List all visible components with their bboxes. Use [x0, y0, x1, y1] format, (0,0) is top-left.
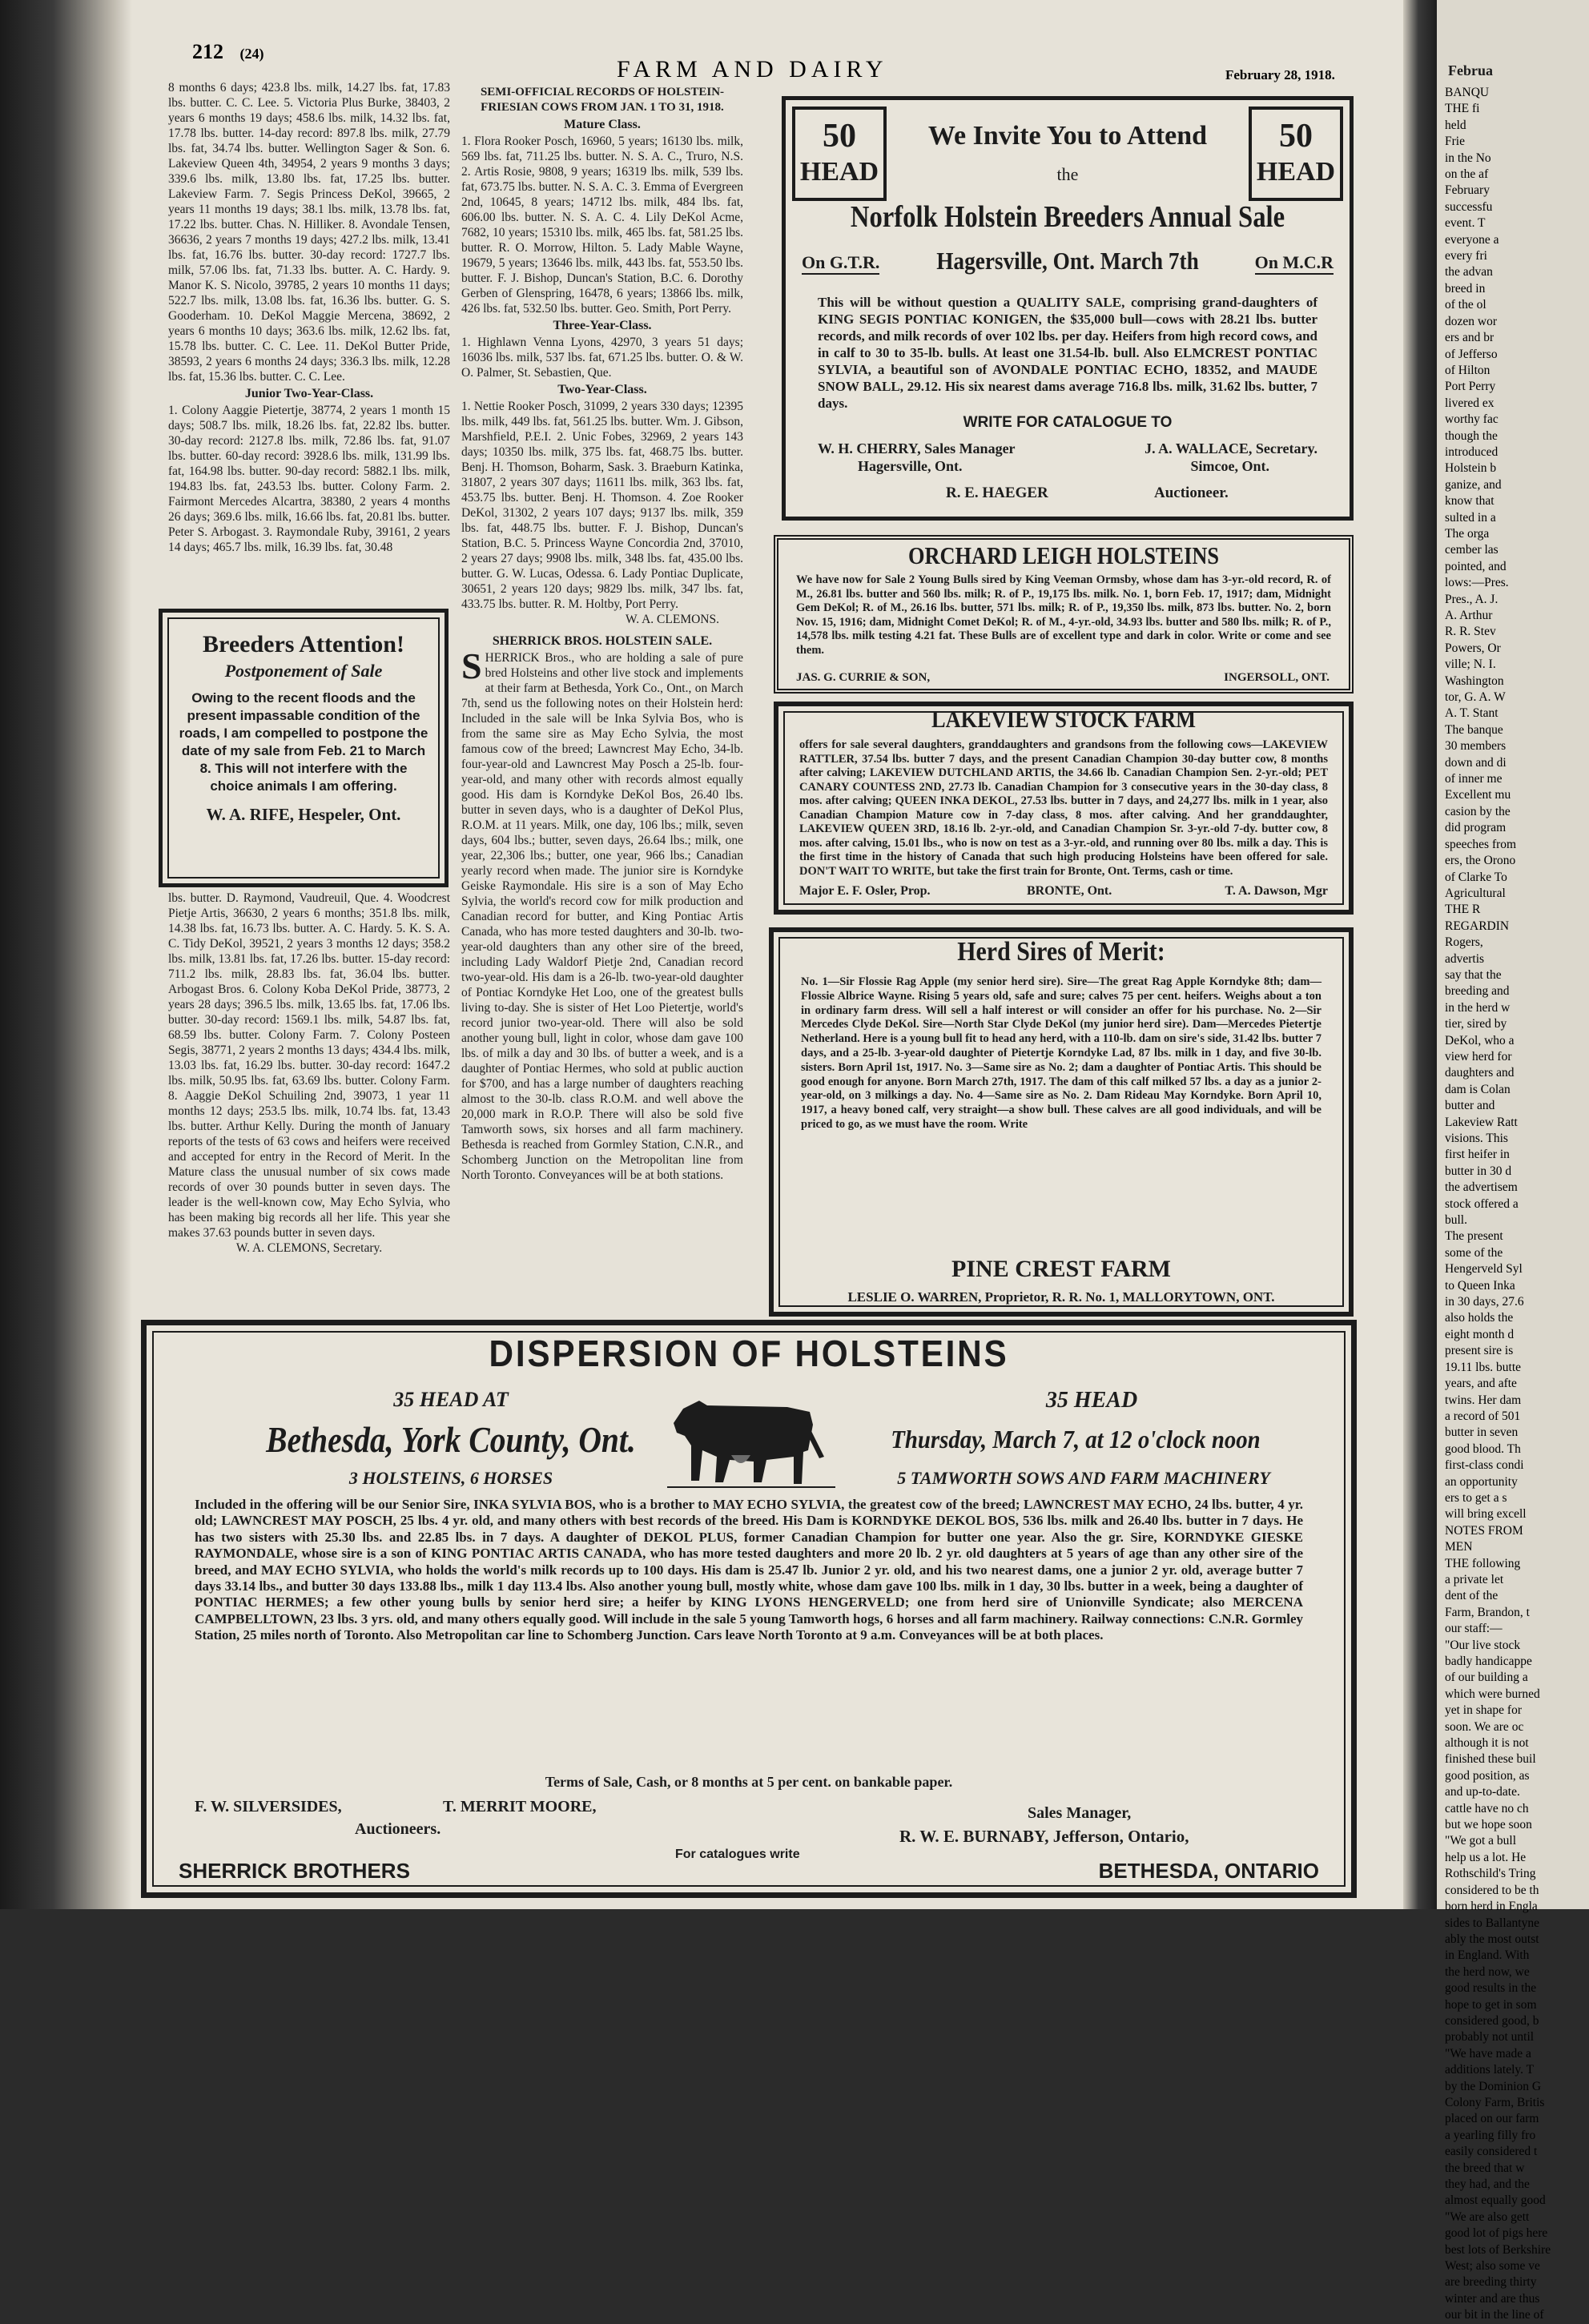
orchard-town: INGERSOLL, ONT.	[1224, 671, 1330, 684]
facing-page-line: Colony Farm, Britis	[1445, 2095, 1545, 2109]
norfolk-title: Norfolk Holstein Breeders Annual Sale	[850, 200, 1285, 234]
cow-illustration	[667, 1377, 835, 1497]
breeders-body: Owing to the recent floods and the present impassable condition of the roads, I am compelled to postpone the date of my sale from Feb. 21 to March 8. This will not interfere with the choice animals I am offering.	[179, 690, 428, 794]
lakeview-title: LAKEVIEW STOCK FARM	[931, 706, 1197, 733]
facing-page-line: A. T. Stant	[1445, 706, 1498, 721]
facing-page-line: ably the most outst	[1445, 1932, 1539, 1946]
facing-page-line: of Hilton	[1445, 363, 1490, 377]
facing-page-line: "We have made a	[1445, 2046, 1531, 2061]
facing-page-header: Februa	[1448, 62, 1493, 78]
facing-page-line: in 30 days, 27.6	[1445, 1295, 1524, 1309]
facing-page-line: Rogers,	[1445, 935, 1483, 950]
facing-page-line: BANQU	[1445, 86, 1490, 99]
sale-date: Thursday, March 7, at 12 o'clock noon	[891, 1425, 1261, 1454]
facing-page-line: NOTES FROM	[1445, 1523, 1523, 1538]
semi-official-heading: SEMI-OFFICIAL RECORDS OF HOLSTEIN-FRIESIAN COWS FROM JAN. 1 TO 31, 1918.	[480, 86, 725, 114]
two-year-heading: Two-Year-Class.	[557, 383, 647, 396]
facing-page-line: of our building a	[1445, 1671, 1528, 1685]
facing-page-line: down and di	[1445, 755, 1507, 770]
sherrick-brothers: SHERRICK BROTHERS	[179, 1859, 410, 1883]
left-badge-word: HEAD	[799, 157, 879, 187]
norfolk-body: This will be without question a QUALITY SALE, comprising grand-daughters of KING SEGIS PONTIAC KONIGEN, the $35,000 bull—cows with 28.21 lbs. butter records, and milk records of over 102 lbs. per day. Heifers from high record cows, and in calf to 30 to 35-lb. bulls. At least one 31.54-lb. bull. Also ELMCREST PONTIAC SYLVIA, a beautiful son of AVONDALE PONTIAC ECHO, 18352, and MAUDE SNOW BALL, 29.12. His six nearest dams average 716.8 lbs. milk, 31.62 lbs. butter, 7 days.	[818, 295, 1317, 411]
mature-text: 1. Flora Rooker Posch, 16960, 5 years; 16130 lbs. milk, 569 lbs. fat, 711.25 lbs. butter. N. S. A. C., Truro, N.S. 2. Artis Rosie, 9808, 9 years; 16319 lbs. milk, 539 lbs. fat, 673.75 lbs. butter. N. S. A. C. 3. Emma of Evergreen 2nd, 10645, 8 years; 14712 lbs. milk, 484 lbs. fat, 606.00 lbs. butter. N. S. A. C. 4. Lily DeKol Acme, 7682, 10 years; 15310 lbs. milk, 465 lbs. fat, 581.25 lbs. butter. R. O. Morrow, Hilton. 5. Lady Mable Wayne, 19679, 5 years; 13646 lbs. milk, 443 lbs. fat, 553.50 lbs. butter. F. J. Bishop, Duncan's Station, B.C. 6. Dorothy Gerben of Glenspring, 16478, 6 years; 13866 lbs. milk, 426 lbs. fat, 532.50 lbs. butter. Geo. Smith, Port Perry.	[461, 135, 743, 316]
facing-page-line: of the ol	[1445, 298, 1486, 312]
facing-page-line: will bring excell	[1445, 1507, 1527, 1522]
sales-manager: R. W. E. BURNABY, Jefferson, Ontario,	[899, 1827, 1189, 1846]
facing-page-line: THE R	[1445, 903, 1481, 917]
column-1-top	[168, 80, 450, 555]
left-subtitle: 3 HOLSTEINS, 6 HORSES	[348, 1468, 553, 1488]
facing-page-line: 30 members	[1445, 739, 1507, 754]
facing-page-line: and up-to-date.	[1445, 1785, 1520, 1799]
facing-page-line: first-class condi	[1445, 1458, 1524, 1473]
lakeview-town: BRONTE, Ont.	[1027, 884, 1112, 898]
facing-page-line: livered ex	[1445, 396, 1494, 410]
auctioneer-moore: T. MERRIT MOORE,	[443, 1798, 597, 1815]
facing-page-line: dam is Colan	[1445, 1082, 1511, 1096]
facing-page-line: Farm, Brandon, t	[1445, 1605, 1530, 1619]
facing-page-line: "We are also gett	[1445, 2209, 1530, 2224]
facing-page-line: on the af	[1445, 167, 1489, 182]
facing-page-line: good position, as	[1445, 1768, 1530, 1783]
facing-page-line: twins. Her dam	[1445, 1393, 1522, 1407]
facing-page-line: The orga	[1445, 526, 1490, 541]
auctioneer-silversides: F. W. SILVERSIDES,	[195, 1798, 342, 1815]
wallace-name: J. A. WALLACE, Secretary.	[1144, 440, 1317, 456]
facing-page-line: bull.	[1445, 1213, 1467, 1228]
facing-page-line: West; also some ve	[1445, 2259, 1540, 2274]
facing-page-line: eight month d	[1445, 1327, 1515, 1341]
contact-wallace	[1144, 440, 1317, 475]
facing-page-line: DeKol, who a	[1445, 1033, 1515, 1047]
facing-page-line: hope to get in som	[1445, 1997, 1537, 2012]
mature-heading: Mature Class.	[564, 118, 641, 131]
page-marker: (24)	[239, 46, 264, 62]
facing-page-line: stock offered a	[1445, 1196, 1519, 1211]
sale-location: Hagersville, Ont. March 7th	[936, 247, 1199, 275]
orchard-body: We have now for Sale 2 Young Bulls sired by King Veeman Ormsby, whose dam has 3-yr.-old record, R. of M., 26.81 lbs. butter and 560 lbs. milk; R. of P., 19,175 lbs. milk. No. 1, born Feb. 17, 1917; dam, Midnight Gem DeKol; R. of M., 26.16 lbs. butter, 571 lbs. milk; R. of P., 19,350 lbs. milk, 873 lbs. butter. No. 2, born Nov. 15, 1916; dam, Midnight Comet DeKol; R. of M., 4-yr.-old, 34.93 lbs. butter and 580 lbs. milk; R. of P., 14,578 lbs. milk testing 4.21 fat. These Bulls are of excellent type and dark in color. Write or come and see them.	[796, 573, 1331, 657]
auctioneers-label: Auctioneers.	[355, 1820, 441, 1838]
facing-page-line: daughters and	[1445, 1066, 1515, 1080]
records-text: 8 months 6 days; 423.8 lbs. milk, 14.27 lbs. fat, 17.83 lbs. butter. C. C. Lee. 5. Victoria Plus Burke, 38403, 2 years 6 months 19 days; 458.6 lbs. milk, 14.32 lbs. fat, 17.78 lbs. butter. 14-day record: 897.8 lbs. milk, 27.79 lbs. fat, 34.74 lbs. butter. Wellington Sager & Son. 6. Lakeview Queen 4th, 34954, 2 years 9 months 3 days; 339.6 lbs. milk, 13.80 lbs. fat, 17.25 lbs. butter. Lakeview Farm. 7. Segis Princess DeKol, 39665, 2 years 11 months 19 days; 38.1 lbs. milk, 13.78 lbs. fat, 17.22 lbs. butter. Chas. N. Hilliker. 8. Avondale Tensen, 36636, 2 years 7 months 19 days; 427.2 lbs. milk, 13.41 lbs. fat, 16.76 lbs. butter. 30-day record: 1727.7 lbs. milk, 57.06 lbs. fat, 71.33 lbs. butter. A. C. Hardy. 9. Manor K. S. Nicolo, 39785, 2 years 10 months 11 days; 522.7 lbs. milk, 13.08 lbs. fat, 16.36 lbs. butter. G. S. Gooderham. 10. DeKol Maggie Mercena, 38692, 2 years 6 months 10 days; 363.6 lbs. milk, 12.62 lbs. fat, 15.78 lbs. butter. C. C. Lee. 11. DeKol Butter Pride, 38593, 2 years 6 months 24 days; 336.3 lbs. milk, 12.28 lbs. fat, 15.36 lbs. butter. C. C. Lee.	[168, 81, 450, 384]
facing-page-line: placed on our farm	[1445, 2112, 1539, 2126]
facing-page-line: dent of the	[1445, 1589, 1498, 1603]
facing-page-line: butter and	[1445, 1099, 1495, 1113]
terms-of-sale: Terms of Sale, Cash, or 8 months at 5 per cent. on bankable paper.	[545, 1774, 953, 1790]
facing-page-line: MEN	[1445, 1540, 1473, 1554]
facing-page-line: R. R. Stev	[1445, 625, 1496, 639]
facing-page-line: easily considered t	[1445, 2145, 1538, 2159]
facing-page-line: say that the	[1445, 967, 1502, 982]
facing-page-line: pointed, and	[1445, 559, 1507, 573]
facing-page-line: ers, the Orono	[1445, 854, 1516, 868]
cherry-town: Hagersville, Ont.	[858, 458, 963, 474]
norfolk-sale-ad	[782, 96, 1354, 521]
facing-page-line: present sire is	[1445, 1344, 1514, 1358]
facing-page-text	[1445, 85, 1551, 2324]
facing-page-line: the herd now, we	[1445, 1964, 1530, 1979]
breeders-attention-box	[159, 609, 449, 887]
facing-page-line: February	[1445, 183, 1490, 198]
facing-page-line: casion by the	[1445, 804, 1511, 818]
facing-page-line: but we hope soon	[1445, 1818, 1532, 1832]
facing-page-line: yet in shape for	[1445, 1703, 1522, 1718]
dispersion-title: DISPERSION OF HOLSTEINS	[489, 1333, 1009, 1374]
facing-page-line: the advan	[1445, 265, 1493, 279]
orchard-title: ORCHARD LEIGH HOLSTEINS	[907, 541, 1220, 569]
drop-cap: S	[461, 645, 482, 686]
facing-page-line: every fri	[1445, 249, 1487, 263]
wallace-town: Simcoe, Ont.	[1190, 458, 1269, 474]
facing-page-line: speeches from	[1445, 837, 1517, 851]
facing-page-line: considered good, b	[1445, 2013, 1539, 2028]
facing-page-line: A. Arthur	[1445, 609, 1493, 622]
col2-signature: W. A. CLEMONS.	[626, 613, 719, 626]
facing-page-line: Washington	[1445, 673, 1504, 688]
facing-page-line: "Our live stock	[1445, 1638, 1521, 1652]
facing-page-line: of Jefferso	[1445, 347, 1498, 361]
dispersion-body: Included in the offering will be our Senior Sire, INKA SYLVIA BOS, who is a brother to MAY ECHO SYLVIA, the greatest cow of the breed; LAWNCREST MAY ECHO, 24 lbs. butter, 4 yr. old; LAWNCREST MAY POSCH, 25 lbs. 4 yr. old, and many others with best records of the breed. His Dam is KORNDYKE DEKOL BOS, 536 lbs. milk and 26.40 lbs. butter in 7 days. He has two sisters with 25.30 lbs. and 22.85 lbs. in 7 days. A daughter of DEKOL PLUS, former Canadian Champion for butter one year. Also the gr. Sire, KORNDYKE GIESKE RAYMONDALE, whose sire is a son of KING PONTIAC ARTIS CANADA, who has more tested daughters and more 20 lb. 2 yr. old daughters at 5 years of age than any other sire of the breed, and MAY ECHO SYLVIA, who holds the world's milk records up to 100 days. His dam is 25.47 lb. Junior 2 yr. old, and his two nearest dams, one a junior 2 yr. old, average butter 7 days 33.14 lbs., and butter 30 days 133.88 lbs., milk 1 day 113.4 lbs. Also another young bull, mostly white, whose dam gave 100 lbs. milk in 1 day, 30 lbs. butter in a week, being a daughter of PONTIAC HERMES; a few other young bulls by senior herd sire; a heifer by KING LYONS HENGERVELD; one from herd sire of Unionville Syndicate; also MERCENA CAMPBELLTOWN, 23 lbs. 3 yrs. old, and many others equally good. Will include in the sale 5 young Tamworth hogs, 6 horses and all farm machinery. Railway connections: C.N.R. Gormley Station, 25 miles north of Toronto. Also Metropolitan car line to Schomberg Junction. Cars leave North Toronto at 9 a.m. Conveyances will be at both places.	[195, 1497, 1303, 1643]
left-badge-number: 50	[823, 118, 856, 155]
lakeview-body: offers for sale several daughters, granddaughters and grandsons from the following cows—LAKEVIEW RATTLER, 37.54 lbs. butter 7 days, and the present Canadian Champion 30-day butter cow, 8 months after calving; LAKEVIEW DUTCHLAND ARTIS, the 34.66 lb. Canadian Champion Sen. 2-yr.-old; PET CANARY COUNTESS 2ND, 27.73 lb. Canadian Champion for 3 consecutive years in the 30-day class, 8 mos. after calving; QUEEN INKA DEKOL, 27.53 lbs. butter in 7 days, and 24,277 lbs. milk in 1 year, also Canadian Champion Mature cow in 7-day class, 8 mos. after calving. And her granddaughter, LAKEVIEW QUEEN 3RD, 18.16 lb. 2-yr.-old, and Canadian Champion Sr. 3-yr.-old 7-dy. butter cow, 8 mos. after calving, 15.01 lbs., who is now on test as a 3-yr.-old, and running over 80 lbs. milk a day. This is the first time in the history of Canada that such high producing Holsteins have been offered for sale. DON'T WAIT TO WRITE, but take the first train for Bronte, Ont. Terms, cash or time.	[799, 738, 1328, 878]
facing-page-line: ers and br	[1445, 331, 1494, 345]
facing-page-line: Holstein b	[1445, 461, 1497, 476]
facing-page-line: years, and afte	[1445, 1377, 1517, 1391]
facing-page-line: sides to Ballantyne	[1445, 1916, 1539, 1930]
issue-date: February 28, 1918.	[1225, 67, 1335, 82]
facing-page-line: good lot of pigs here	[1445, 2226, 1548, 2241]
facing-page-line: tor, G. A. W	[1445, 690, 1506, 705]
facing-page-line: butter in 30 d	[1445, 1164, 1512, 1178]
left-head-badge	[792, 107, 887, 201]
facing-page-line: Lakeview Ratt	[1445, 1115, 1518, 1129]
facing-page-line: finished these buil	[1445, 1752, 1536, 1767]
facing-page-line: considered to be th	[1445, 1883, 1539, 1897]
three-year-text: 1. Highlawn Venna Lyons, 42970, 3 years 51 days; 16036 lbs. milk, 537 lbs. fat, 671.25 lbs. butter. O. & W. O. Palmer, St. Sebastien, Que.	[461, 336, 743, 380]
facing-page-line: almost equally good	[1445, 2193, 1546, 2208]
facing-page-line: cattle have no ch	[1445, 1801, 1529, 1815]
herd-title: Herd Sires of Merit:	[957, 937, 1165, 967]
facing-page-line: of Clarke To	[1445, 870, 1507, 884]
facing-page-line: lows:—Pres.	[1445, 576, 1509, 590]
lakeview-prop: Major E. F. Osler, Prop.	[799, 884, 931, 898]
facing-page-line: Frie	[1445, 135, 1465, 149]
records-text-continued: lbs. butter. D. Raymond, Vaudreuil, Que. 4. Woodcrest Pietje Artis, 36630, 2 years 6 months; 351.8 lbs. milk, 14.38 lbs. fat, 16.73 lbs. butter. A. C. Hardy. 5. K. S. A. C. Tidy DeKol, 39521, 2 years 3 months 12 days; 358.2 lbs. milk, 13.81 lbs. fat, 17.26 lbs. butter. 15-day record: 711.2 lbs. milk, 28.83 lbs. fat, 36.04 lbs. butter. Arbogast Bros. 6. Colony Koba DeKol Pride, 38773, 2 years 28 days; 396.5 lbs. milk, 13.65 lbs. fat, 17.06 lbs. butter. 30-day record: 1569.1 lbs. milk, 54.87 lbs. fat, 68.59 lbs. butter. Colony Farm. 7. Colony Posteen Segis, 38771, 2 years 2 months 13 days; 434.4 lbs. milk, 13.03 lbs. fat, 16.29 lbs. butter. 30-day record: 1647.2 lbs. milk, 50.95 lbs. fat, 63.69 lbs. butter. Colony Farm. 8. Aaggie DeKol Schuiling 2nd, 39073, 1 year 11 months 12 days; 253.5 lbs. milk, 10.74 lbs. fat, 13.43 lbs. butter. Arthur Kelly. During the month of January reports of the tests of 63 cows and heifers were received and accepted for entry in the Record of Merit. In the Mature class the unusual number of six cows made records of over 30 pounds butter in seven days. The leader is the well-known cow, May Echo Sylvia, who has been making big records all her life. This year she makes 37.63 pounds butter in seven days.	[168, 891, 450, 1240]
facing-page-line: butter in seven	[1445, 1425, 1519, 1440]
junior-heading: Junior Two-Year-Class.	[244, 387, 374, 400]
facing-page-line: first heifer in	[1445, 1148, 1510, 1162]
facing-page-line: good results in the	[1445, 1981, 1537, 1996]
right-badge-number: 50	[1279, 118, 1313, 155]
facing-page-line: cember las	[1445, 543, 1498, 557]
breeders-subtitle: Postponement of Sale	[224, 661, 383, 681]
facing-page-line: soon. We are oc	[1445, 1719, 1524, 1734]
facing-page-line: dozen wor	[1445, 314, 1497, 328]
junior-text: 1. Colony Aaggie Pietertje, 38774, 2 years 1 month 15 days; 508.7 lbs. milk, 18.26 lbs. fat, 22.82 lbs. butter. 30-day record: 2127.8 lbs. milk, 72.86 lbs. fat, 91.07 lbs. butter. 60-day record: 3928.6 lbs. milk, 131.99 lbs. fat, 164.98 lbs. butter. 90-day record: 5882.1 lbs. milk, 194.83 lbs. fat, 243.53 lbs. butter. Colony Farm. 2. Fairmont Mercedes Alcartra, 38380, 2 years 4 months 26 days; 369.6 lbs. milk, 16.66 lbs. fat, 20.81 lbs. butter. Peter S. Arbogast. 3. Raymondale Ruby, 39161, 2 years 14 days; 465.7 lbs. milk, 16.39 lbs. fat, 30.48	[168, 404, 450, 554]
right-subtitle: 5 TAMWORTH SOWS AND FARM MACHINERY	[897, 1468, 1270, 1488]
bethesda-ontario: BETHESDA, ONTARIO	[1098, 1859, 1319, 1883]
facing-page-line: additions lately. T	[1445, 2063, 1535, 2077]
facing-page-line: 19.11 lbs. butte	[1445, 1360, 1522, 1374]
facing-page-line: visions. This	[1445, 1132, 1508, 1145]
facing-page-line: know that	[1445, 494, 1494, 509]
facing-page-line: breeding and	[1445, 984, 1510, 999]
column-1-bottom	[168, 891, 450, 1256]
facing-page-line: our staff:—	[1445, 1622, 1503, 1636]
two-year-text: 1. Nettie Rooker Posch, 31099, 2 years 330 days; 12395 lbs. milk, 449 lbs. fat, 561.25 lbs. butter. Wm. J. Gibson, Marshfield, P.E.I. 2. Unic Fobes, 32969, 2 years 143 days; 10350 lbs. milk, 375 lbs. fat, 468.75 lbs. butter. Benj. H. Thomson, Boharm, Sask. 3. Braeburn Katinka, 31807, 2 years 307 days; 11611 lbs. milk, 363 lbs. fat, 453.75 lbs. butter. Benj. H. Thomson. 4. Zoe Rooker DeKol, 31302, 2 years 107 days; 9137 lbs. milk, 359 lbs. fat, 448.75 lbs. butter. F. J. Bishop, Duncan's Station, B.C. 5. Princess Wayne Concordia 2nd, 37010, 2 years 27 days; 9908 lbs. milk, 348 lbs. fat, 435.00 lbs. butter. G. W. Lucas, Odessa. 6. Lady Pontiac Duplicate, 30651, 2 years 120 days; 9829 lbs. milk, 347 lbs. fat, 433.75 lbs. butter. R. M. Holtby, Port Perry.	[461, 400, 743, 611]
facing-page-line: did program	[1445, 821, 1507, 835]
facing-page-line: which were burned	[1445, 1687, 1540, 1701]
facing-page-line: ers to get a s	[1445, 1490, 1507, 1505]
facing-page-line: a yearling filly fro	[1445, 2128, 1536, 2142]
left-head-count: 35 HEAD AT	[393, 1388, 509, 1411]
facing-page-line: also holds the	[1445, 1311, 1514, 1325]
facing-page-line: a record of 501	[1445, 1409, 1521, 1423]
right-rail: On M.C.R	[1255, 252, 1334, 275]
facing-page-line: some of the	[1445, 1245, 1503, 1260]
facing-page-line: of inner me	[1445, 772, 1503, 786]
facing-page-line: The present	[1445, 1229, 1503, 1244]
facing-page-line: event. T	[1445, 216, 1486, 231]
auctioneer-name: R. E. HAEGER	[946, 485, 1048, 501]
sherrick-heading: SHERRICK BROS. HOLSTEIN SALE.	[492, 634, 713, 648]
facing-page-line: ganize, and	[1445, 477, 1502, 492]
facing-page-line: by the Dominion G	[1445, 2079, 1542, 2093]
lakeview-ad	[774, 702, 1354, 915]
page-number: 212 (24)	[192, 40, 264, 63]
contact-cherry	[818, 440, 1016, 475]
facing-page-line: tier, sired by	[1445, 1017, 1507, 1031]
facing-page-line: ville; N. I.	[1445, 657, 1496, 672]
herd-sires-ad	[769, 927, 1354, 1317]
facing-page-line: they had, and the	[1445, 2177, 1530, 2191]
facing-page-line: in England. With	[1445, 1948, 1530, 1963]
right-head-count: 35 HEAD	[1045, 1388, 1138, 1413]
facing-page-line: winter and are thus	[1445, 2291, 1540, 2306]
left-place: Bethesda, York County, Ont.	[266, 1419, 636, 1460]
facing-page-line: held	[1445, 118, 1466, 132]
facing-page-line: Rothschild's Tring	[1445, 1867, 1536, 1881]
facing-page-line: Port Perry	[1445, 380, 1496, 394]
facing-page-line: THE following	[1445, 1556, 1521, 1570]
invite-line: We Invite You to Attend	[927, 121, 1208, 151]
facing-page-line: an opportunity	[1445, 1474, 1518, 1489]
orchard-leigh-ad	[774, 535, 1354, 694]
lakeview-mgr: T. A. Dawson, Mgr	[1225, 884, 1328, 898]
facing-page-line: advertis	[1445, 951, 1485, 966]
cherry-name: W. H. CHERRY, Sales Manager	[818, 440, 1016, 456]
facing-page-line: our bit in the line of	[1445, 2308, 1544, 2322]
facing-page-line: successfu	[1445, 199, 1493, 214]
dispersion-ad	[141, 1320, 1357, 1898]
herd-body: No. 1—Sir Flossie Rag Apple (my senior herd sire). Sire—The great Rag Apple Korndyke 8th; dam—Flossie Albrice Wayne. Rising 5 years old, safe and sure; calves 75 per cent. heifers. Weighs about a ton in ordinary farm dress. Will sell a half interest or will consider an offer for his purchase. No. 2—Sir Mercedes Clyde DeKol. Sire—North Star Clyde DeKol (my junior herd sire). Dam—Mercedes Pietertje Netherland. Here is a young bull fit to head any herd, with a 110-lb. dam on sire's side, 31.42 lbs. butter 7 days, and a 25-lb. 3-year-old daughter of Pietertje Korndyke Lad, 87 lbs. milk in 1 day, and five 30-lb. sisters. Born April 1st, 1917. No. 3—Same sire as No. 2; dam a daughter of Pontiac Artis. This should be good enough for anyone. Born March 27th, 1917. The dam of this calf milked 57 lbs. a day as a junior 2-year-old, on 3 milkings a day. No. 4—Same sire as No. 2. Dam Rideau May Korndyke. Born April 10, 1917, a heavy boned calf, very straight—a show bull. These calves are all good individuals, and will be priced to go, as we must have the room. Write	[801, 975, 1321, 1131]
facing-page-line: worthy fac	[1445, 412, 1498, 427]
facing-page-line: best lots of Berkshire	[1445, 2242, 1551, 2257]
for-catalogues: For catalogues write	[675, 1848, 800, 1861]
facing-page-line: sulted in a	[1445, 510, 1496, 525]
facing-page-line: good blood. Th	[1445, 1441, 1521, 1456]
facing-page-line: badly handicappe	[1445, 1655, 1532, 1668]
pine-crest-farm: PINE CREST FARM	[951, 1256, 1171, 1282]
facing-page-line: everyone a	[1445, 232, 1499, 247]
right-head-badge	[1249, 107, 1343, 201]
facing-page-line: in the herd w	[1445, 1000, 1511, 1015]
breeders-signature: W. A. RIFE, Hespeler, Ont.	[206, 805, 401, 824]
write-for-catalogue: WRITE FOR CATALOGUE TO	[963, 414, 1173, 431]
sales-manager-label: Sales Manager,	[1028, 1804, 1132, 1822]
auctioneer-label: Auctioneer.	[1154, 485, 1229, 501]
facing-page-line: probably not until	[1445, 2030, 1535, 2045]
facing-page-line: the advertisem	[1445, 1180, 1518, 1195]
facing-page-line: though the	[1445, 428, 1498, 443]
facing-page-line: help us a lot. He	[1445, 1850, 1527, 1864]
paper-title: FARM AND DAIRY	[617, 56, 888, 82]
three-year-heading: Three-Year-Class.	[553, 319, 652, 332]
right-badge-word: HEAD	[1256, 157, 1336, 187]
facing-page-line: Hengerveld Syl	[1445, 1262, 1523, 1277]
col1-signature: W. A. CLEMONS, Secretary.	[235, 1241, 383, 1255]
sherrick-text: HERRICK Bros., who are holding a sale of pure bred Holsteins and other live stock and implements at their farm at Bethesda, York Co., Ont., on March 7th, send us the following notes on their Holstein herd: Included in the sale will be Inka Sylvia Bos, who is from the same sire as May Echo Sylvia, the most famous cow of the breed; Lawncrest May Echo, 34-lb. four-year-old and Lawncrest May Posch a 25-lb. four-year-old, and many other with records almost equally good. His dam is Korndyke DeKol Bos, 26.40 lbs. butter in seven days, who is a daughter of DeKol Plus, R.O.M. at 11 years. Milk, one day, 106 lbs.; milk, seven days, 604 lbs.; butter, seven days, 26.64 lbs.; milk, one year, 22,306 lbs.; butter, one year, 966 lbs.; Canadian yearly record when made. The junior sire is Korndyke Geiske Raymondale. His sire is a son of May Echo Sylvia, the world's record cow for milk production and Canadian record for butter, and King Pontiac Artis Canada, who has more tested daughters and 30-lb. two-year-old daughters than any other sire of the breed, including Lady Waldorf Pietje 2nd, Canadian record two-year-old. His dam is a 26-lb. two-year-old daughter of Pontiac Korndyke Het Loo, one of the greatest bulls living to-day. She is sister of Het Loo Pietertje, world's record junior two-year-old. There will also be sold another young bull, light in color, whose dam gave 100 lbs. of milk a day and 30 lbs. of butter a week, and is a daughter of Pontiac Hermes, who sold at public auction for $700, and has a large number of daughters reaching almost to the 30-lb. class R.O.M. and well above the 20,000 mark in R.O.P. There will also be sold five Tamworth sows, six horses and all farm machinery. Bethesda is reached from Gormley Station, C.N.R., and Schomberg Junction on the Metropolitan line from North Toronto. Conveyances will be at both stations.	[461, 651, 743, 1182]
facing-page-line: in the No	[1445, 151, 1491, 165]
facing-page-line: to Queen Inka	[1445, 1278, 1515, 1293]
pine-crest-prop: LESLIE O. WARREN, Proprietor, R. R. No. 1, MALLORYTOWN, ONT.	[847, 1289, 1275, 1305]
breeders-title: Breeders Attention!	[203, 631, 404, 657]
the-line: the	[1056, 164, 1079, 184]
book-spine	[0, 0, 132, 1909]
facing-page-line: a private let	[1445, 1572, 1504, 1586]
page-gutter	[1403, 0, 1437, 1909]
facing-page-line: THE fi	[1445, 102, 1480, 116]
facing-page-line: view herd for	[1445, 1049, 1512, 1063]
facing-page-line: The banque	[1445, 722, 1503, 737]
facing-page-line: are breeding thirty	[1445, 2275, 1537, 2290]
facing-page-line: Pres., A. J.	[1445, 592, 1498, 606]
facing-page	[1437, 0, 1589, 2322]
column-2	[461, 83, 743, 1183]
facing-page-line: REGARDIN	[1445, 919, 1510, 933]
facing-page-line: the breed that w	[1445, 2161, 1525, 2175]
facing-page-line: Powers, Or	[1445, 641, 1501, 655]
facing-page-line: breed in	[1445, 281, 1486, 296]
orchard-contact: JAS. G. CURRIE & SON,	[796, 671, 931, 684]
left-rail: On G.T.R.	[802, 252, 879, 275]
facing-page-line: introduced	[1445, 444, 1498, 459]
facing-page-line: Agricultural	[1445, 886, 1506, 900]
facing-page-line: although it is not	[1445, 1736, 1529, 1751]
facing-page-line: "We got a bull	[1445, 1834, 1517, 1848]
facing-page-line: Excellent mu	[1445, 788, 1511, 802]
facing-page-line: born herd in Engla	[1445, 1900, 1538, 1914]
